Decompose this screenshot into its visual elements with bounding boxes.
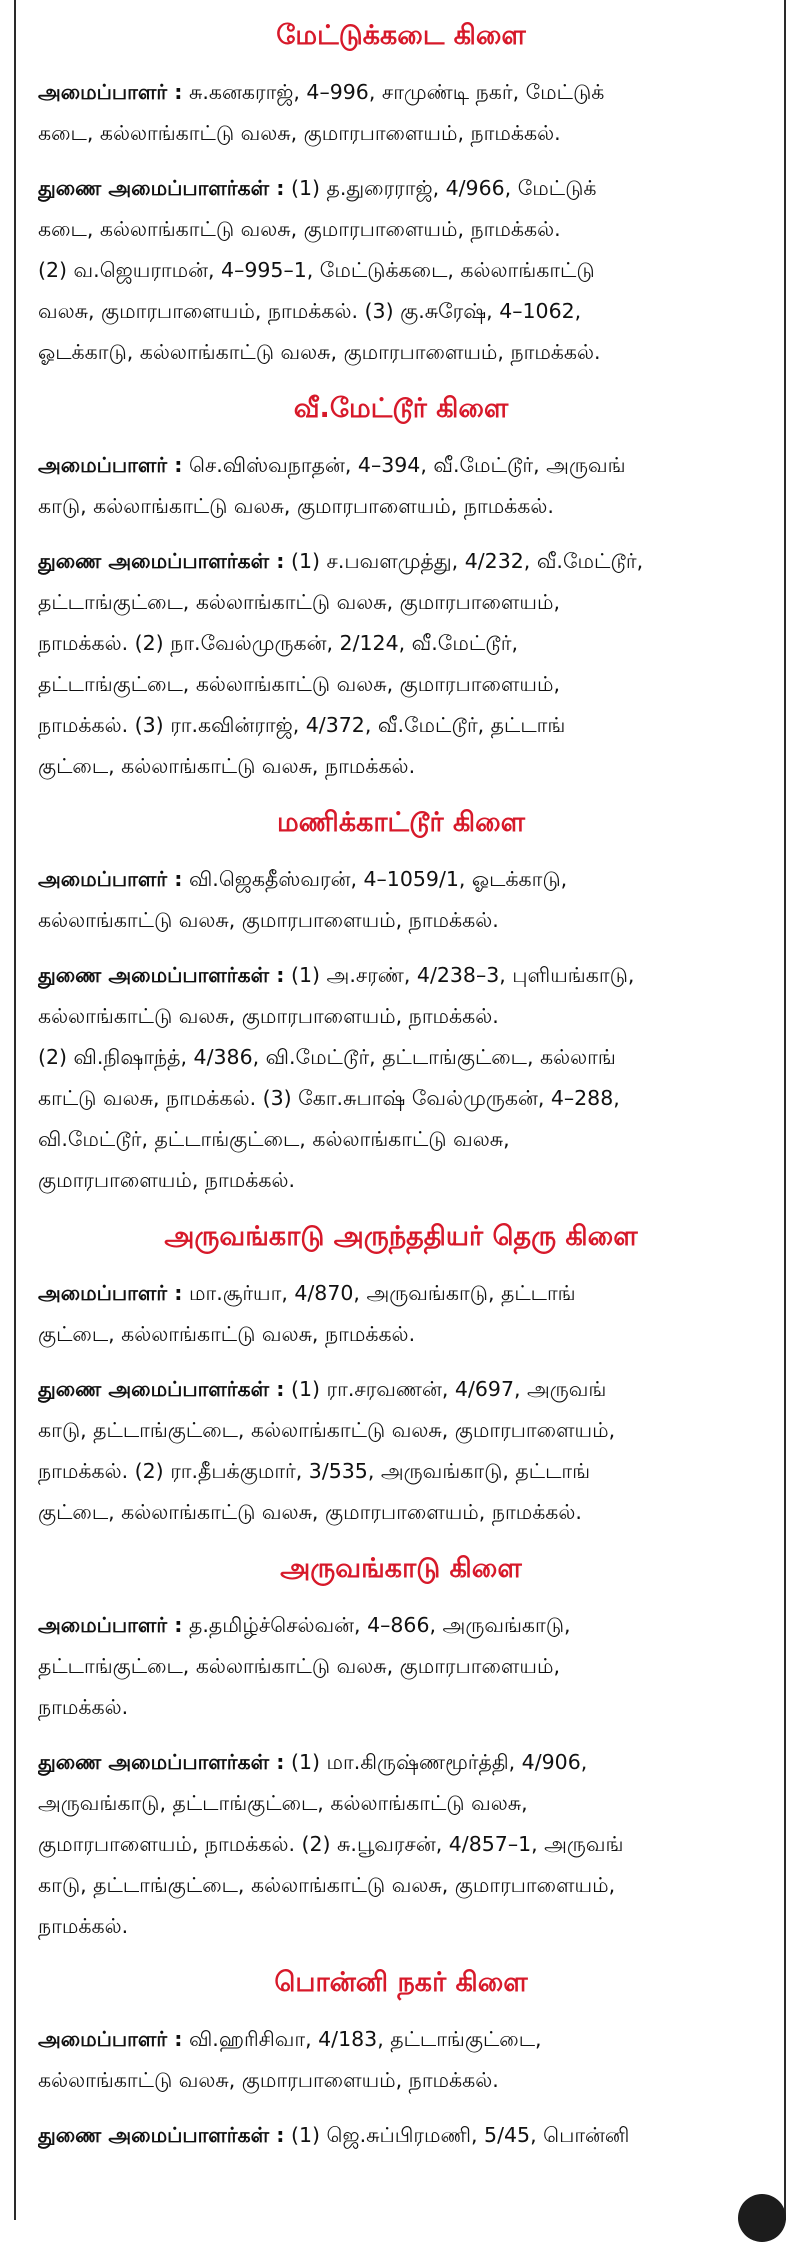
entry-line [38,859,764,900]
role-label: அமைப்பாளர் : [38,867,183,891]
entry-line [38,1646,764,1687]
entry-text: கல்லாங்காட்டு வலசு, குமாரபாளையம், நாமக்கல். [38,2068,499,2092]
entry-line [38,291,764,332]
entry-line [38,1451,764,1492]
entry-text: மா.சூர்யா, 4/870, அருவங்காடு, தட்டாங் [188,1281,576,1305]
entry-line [38,955,764,996]
entry-text: கடை, கல்லாங்காட்டு வலசு, குமாரபாளையம், நாமக்கல். [38,121,561,145]
organizer-entry [38,859,764,941]
role-label: துணை அமைப்பாளர்கள் : [38,1750,285,1774]
entry-line [38,1078,764,1119]
entry-line [38,900,764,941]
entry-line [38,486,764,527]
entry-text: வி.மேட்டூர், தட்டாங்குட்டை, கல்லாங்காட்டு வலசு, [38,1127,510,1151]
deputy-organizers-entry [38,541,764,787]
entry-text: (1) ஜெ.சுப்பிரமணி, 5/45, பொன்னி [290,2123,630,2147]
entry-line [38,1273,764,1314]
role-label: துணை அமைப்பாளர்கள் : [38,2123,285,2147]
entry-text: (1) ரா.சரவணன், 4/697, அருவங் [290,1377,607,1401]
entry-line [38,1687,764,1728]
entry-line [38,250,764,291]
role-label: அமைப்பாளர் : [38,1613,183,1637]
deputy-organizers-entry [38,1742,764,1947]
organizer-entry [38,2019,764,2101]
role-label: அமைப்பாளர் : [38,2027,183,2051]
section-title: மேட்டுக்கடை கிளை [276,20,526,51]
entry-text: குட்டை, கல்லாங்காட்டு வலசு, நாமக்கல். [38,1322,416,1346]
entry-line [38,1160,764,1201]
entry-text: கல்லாங்காட்டு வலசு, குமாரபாளையம், நாமக்கல். [38,908,499,932]
entry-text: தட்டாங்குட்டை, கல்லாங்காட்டு வலசு, குமாரபாளையம், [38,590,560,614]
section-title: வீ.மேட்டூர் கிளை [293,393,509,424]
entry-text: (1) மா.கிருஷ்ணமூர்த்தி, 4/906, [290,1750,588,1774]
deputy-organizers-entry [38,955,764,1201]
entry-text: நாமக்கல். (2) ரா.தீபக்குமார், 3/535, அருவங்காடு, தட்டாங் [38,1459,591,1483]
entry-text: குட்டை, கல்லாங்காட்டு வலசு, நாமக்கல். [38,754,416,778]
entry-line [38,541,764,582]
entry-text: நாமக்கல். (3) ரா.கவின்ராஜ், 4/372, வீ.மேட்டூர், தட்டாங் [38,713,566,737]
entry-line [38,168,764,209]
entry-text: அருவங்காடு, தட்டாங்குட்டை, கல்லாங்காட்டு வலசு, [38,1791,528,1815]
entry-text: செ.விஸ்வநாதன், 4–394, வீ.மேட்டூர், அருவங் [188,453,626,477]
entry-line [38,1037,764,1078]
entry-line [38,1410,764,1451]
section-title: அருவங்காடு அருந்ததியர் தெரு கிளை [164,1221,638,1252]
organizer-entry [38,1605,764,1728]
entry-text: காடு, தட்டாங்குட்டை, கல்லாங்காட்டு வலசு, குமாரபாளையம், [38,1418,616,1442]
deputy-organizers-entry [38,168,764,373]
entry-line [38,113,764,154]
entry-line [38,445,764,486]
entry-text: ஓடக்காடு, கல்லாங்காட்டு வலசு, குமாரபாளையம், நாமக்கல். [38,340,601,364]
entry-line [38,332,764,373]
page-corner-mark [738,2194,786,2242]
organizer-entry [38,445,764,527]
section-title: அருவங்காடு கிளை [280,1553,522,1584]
deputy-organizers-entry [38,2115,764,2156]
entry-text: வி.ஜெகதீஸ்வரன், 4–1059/1, ஓடக்காடு, [188,867,568,891]
role-label: துணை அமைப்பாளர்கள் : [38,176,285,200]
entry-text: வலசு, குமாரபாளையம், நாமக்கல். (3) கு.சுரேஷ், 4–1062, [38,299,582,323]
role-label: துணை அமைப்பாளர்கள் : [38,963,285,987]
organizer-entry [38,1273,764,1355]
entry-line [38,1824,764,1865]
entry-text: குட்டை, கல்லாங்காட்டு வலசு, குமாரபாளையம், நாமக்கல். [38,1500,582,1524]
entry-line [38,209,764,250]
entry-text: நாமக்கல். (2) நா.வேல்முருகன், 2/124, வீ.மேட்டூர், [38,631,518,655]
entry-line [38,1369,764,1410]
entry-text: குமாரபாளையம், நாமக்கல். (2) சு.பூவரசன், 4/857–1, அருவங் [38,1832,624,1856]
organizer-entry [38,72,764,154]
entry-text: காட்டு வலசு, நாமக்கல். (3) கோ.சுபாஷ் வேல்முருகன், 4–288, [38,1086,620,1110]
entry-text: த.தமிழ்ச்செல்வன், 4–866, அருவங்காடு, [188,1613,571,1637]
entry-line [38,1906,764,1947]
section-title: மணிக்காட்டூர் கிளை [276,807,526,838]
role-label: துணை அமைப்பாளர்கள் : [38,549,285,573]
entry-line [38,582,764,623]
entry-text: வி.ஹரிசிவா, 4/183, தட்டாங்குட்டை, [188,2027,542,2051]
role-label: அமைப்பாளர் : [38,80,183,104]
entry-line [38,1119,764,1160]
entry-line [38,72,764,113]
entry-line [38,664,764,705]
deputy-organizers-entry [38,1369,764,1533]
entry-text: நாமக்கல். [38,1914,129,1938]
entry-text: நாமக்கல். [38,1695,129,1719]
entry-text: கடை, கல்லாங்காட்டு வலசு, குமாரபாளையம், நாமக்கல். [38,217,561,241]
entry-line [38,1865,764,1906]
role-label: அமைப்பாளர் : [38,453,183,477]
entry-line [38,2060,764,2101]
entry-line [38,746,764,787]
entry-text: (2) வி.நிஷாந்த், 4/386, வி.மேட்டூர், தட்டாங்குட்டை, கல்லாங் [38,1045,616,1069]
entry-line [38,996,764,1037]
entry-text: குமாரபாளையம், நாமக்கல். [38,1168,295,1192]
role-label: அமைப்பாளர் : [38,1281,183,1305]
entry-text: கல்லாங்காட்டு வலசு, குமாரபாளையம், நாமக்கல். [38,1004,499,1028]
role-label: துணை அமைப்பாளர்கள் : [38,1377,285,1401]
entry-line [38,705,764,746]
entry-text: (1) அ.சரண், 4/238–3, புளியங்காடு, [290,963,635,987]
entry-text: (2) வ.ஜெயராமன், 4–995–1, மேட்டுக்கடை, கல்லாங்காட்டு [38,258,595,282]
entry-text: காடு, தட்டாங்குட்டை, கல்லாங்காட்டு வலசு, குமாரபாளையம், [38,1873,616,1897]
entry-text: (1) த.துரைராஜ், 4/966, மேட்டுக் [290,176,597,200]
entry-line [38,1605,764,1646]
entry-line [38,1492,764,1533]
entry-text: சு.கனகராஜ், 4–996, சாமுண்டி நகர், மேட்டுக் [188,80,605,104]
entry-text: தட்டாங்குட்டை, கல்லாங்காட்டு வலசு, குமாரபாளையம், [38,1654,560,1678]
section-title: பொன்னி நகர் கிளை [274,1967,528,1998]
entry-text: (1) ச.பவளமுத்து, 4/232, வீ.மேட்டூர், [290,549,644,573]
entry-line [38,1314,764,1355]
entry-line [38,623,764,664]
entry-line [38,2019,764,2060]
entry-text: தட்டாங்குட்டை, கல்லாங்காட்டு வலசு, குமாரபாளையம், [38,672,560,696]
entry-line [38,1742,764,1783]
entry-line [38,1783,764,1824]
entry-text: காடு, கல்லாங்காட்டு வலசு, குமாரபாளையம், நாமக்கல். [38,494,554,518]
document-page [14,0,786,2220]
entry-line [38,2115,764,2156]
